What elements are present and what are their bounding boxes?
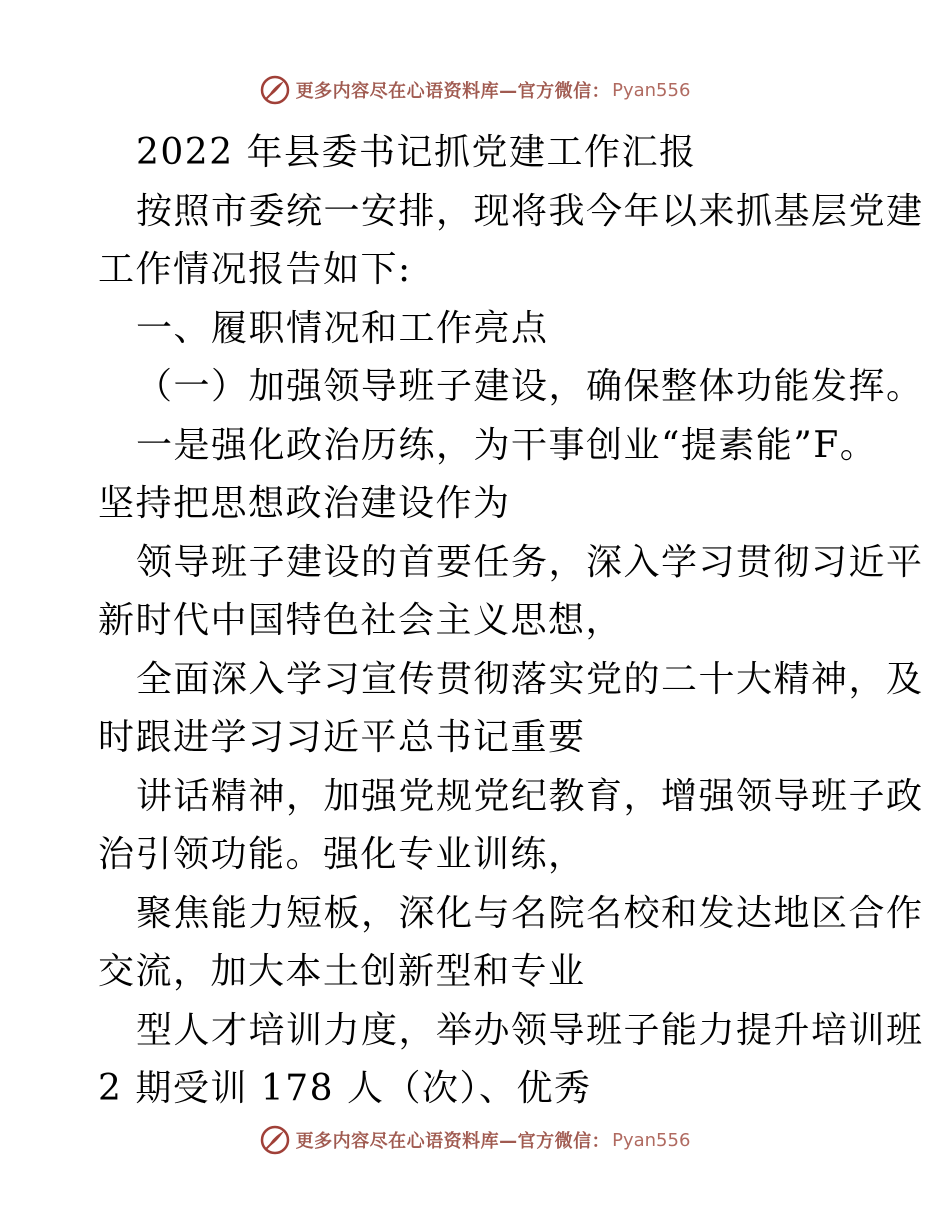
document-title: 2022 年县委书记抓党建工作汇报 bbox=[136, 132, 697, 173]
paragraph-line: 坚持把思想政治建设作为 bbox=[98, 483, 511, 524]
watermark-account: Pyan556 bbox=[612, 79, 691, 101]
paragraph-line: 工作情况报告如下: bbox=[98, 249, 412, 290]
section-heading: 一、履职情况和工作亮点 bbox=[136, 307, 549, 349]
paragraph-line: 按照市委统一安排，现将我今年以来抓基层党建 bbox=[136, 190, 924, 232]
paragraph-line: 治引领功能。强化专业训练， bbox=[98, 834, 586, 875]
paragraph-line: 领导班子建设的首要任务，深入学习贯彻习近平 bbox=[136, 541, 924, 583]
paragraph-line: 全面深入学习宣传贯彻落实党的二十大精神，及 bbox=[136, 658, 924, 700]
paragraph-line: 2 期受训 178 人（次）、优秀 bbox=[98, 1068, 592, 1109]
watermark-text: 更多内容尽在心语资料库—官方微信： bbox=[295, 81, 611, 102]
paragraph-line: 一是强化政治历练，为干事创业“提素能”F。 bbox=[136, 424, 878, 466]
paragraph-line: 聚焦能力短板，深化与名院名校和发达地区合作 bbox=[136, 892, 924, 934]
watermark-footer bbox=[0, 1120, 950, 1160]
paragraph-line: 型人才培训力度，举办领导班子能力提升培训班 bbox=[136, 1009, 924, 1051]
feather-logo-icon bbox=[260, 75, 290, 105]
paragraph-line: 讲话精神，加强党规党纪教育，增强领导班子政 bbox=[136, 775, 924, 817]
feather-logo-icon bbox=[260, 1125, 290, 1155]
paragraph-line: 新时代中国特色社会主义思想， bbox=[98, 600, 624, 641]
paragraph-line: 交流，加大本土创新型和专业 bbox=[98, 951, 586, 992]
watermark-header bbox=[0, 70, 950, 110]
document-body bbox=[98, 124, 924, 1119]
paragraph-line: 时跟进学习习近平总书记重要 bbox=[98, 717, 586, 758]
watermark-account: Pyan556 bbox=[612, 1129, 691, 1151]
subsection-heading: （一）加强领导班子建设，确保整体功能发挥。 bbox=[136, 366, 924, 407]
watermark-text: 更多内容尽在心语资料库—官方微信： bbox=[295, 1131, 611, 1152]
